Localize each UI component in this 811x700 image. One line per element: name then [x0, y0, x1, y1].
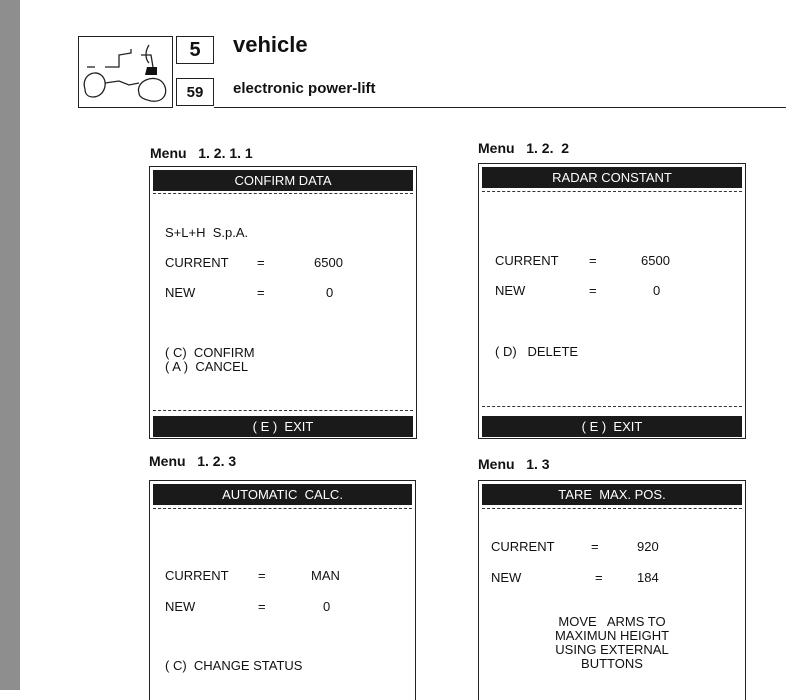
message-line: MOVE ARMS TO [558, 614, 666, 629]
new-value: 0 [323, 599, 331, 614]
instruction-message [479, 615, 745, 671]
cancel-option: ( A ) CANCEL [165, 359, 249, 374]
menu-label-122: Menu 1. 2. 2 [478, 140, 570, 156]
company-text: S+L+H S.p.A. [165, 225, 249, 240]
chapter-number: 5 [176, 36, 214, 64]
page-subtitle: electronic power-lift [233, 80, 376, 97]
message-line: USING EXTERNAL [555, 642, 669, 657]
divider [153, 193, 413, 194]
screen-confirm-data [149, 166, 417, 439]
new-equals: = [595, 570, 603, 585]
current-equals: = [591, 539, 599, 554]
new-value: 184 [637, 570, 659, 585]
screen-title: CONFIRM DATA [153, 170, 413, 191]
screen-radar-constant [478, 163, 746, 439]
divider [153, 410, 413, 411]
screen-tare-max-pos [478, 480, 746, 700]
exit-option: ( E ) EXIT [153, 416, 413, 437]
divider [482, 406, 742, 407]
menu-label-123: Menu 1. 2. 3 [149, 453, 237, 469]
screen-automatic-calc [149, 480, 416, 700]
change-status-option: ( C) CHANGE STATUS [165, 658, 303, 673]
current-label: CURRENT [491, 539, 555, 554]
current-equals: = [589, 253, 597, 268]
new-label: NEW [165, 285, 196, 300]
delete-option: ( D) DELETE [495, 344, 579, 359]
new-label: NEW [165, 599, 196, 614]
new-equals: = [589, 283, 597, 298]
message-line: MAXIMUN HEIGHT [554, 628, 670, 643]
screen-title: AUTOMATIC CALC. [153, 484, 412, 505]
message-line: BUTTONS [581, 656, 643, 671]
divider [482, 191, 742, 192]
divider [153, 508, 412, 509]
new-label: NEW [495, 283, 526, 298]
page-title: vehicle [233, 32, 308, 57]
new-value: 0 [653, 283, 661, 298]
current-value: 6500 [641, 253, 670, 268]
tractor-icon [78, 36, 173, 108]
header-divider [214, 107, 786, 108]
menu-label-13: Menu 1. 3 [478, 456, 550, 472]
current-value: 920 [637, 539, 659, 554]
page-edge-strip [0, 0, 20, 690]
confirm-option: ( C) CONFIRM [165, 345, 255, 360]
new-value: 0 [326, 285, 334, 300]
section-number: 59 [176, 78, 214, 106]
current-equals: = [258, 568, 266, 583]
new-equals: = [257, 285, 265, 300]
current-label: CURRENT [165, 568, 229, 583]
menu-label-1211: Menu 1. 2. 1. 1 [150, 145, 253, 161]
new-equals: = [258, 599, 266, 614]
current-value: 6500 [314, 255, 343, 270]
current-equals: = [257, 255, 265, 270]
screen-title: TARE MAX. POS. [482, 484, 742, 505]
screen-title: RADAR CONSTANT [482, 167, 742, 188]
divider [482, 508, 742, 509]
current-label: CURRENT [165, 255, 229, 270]
exit-option: ( E ) EXIT [482, 416, 742, 437]
new-label: NEW [491, 570, 522, 585]
current-label: CURRENT [495, 253, 559, 268]
current-value: MAN [311, 568, 340, 583]
